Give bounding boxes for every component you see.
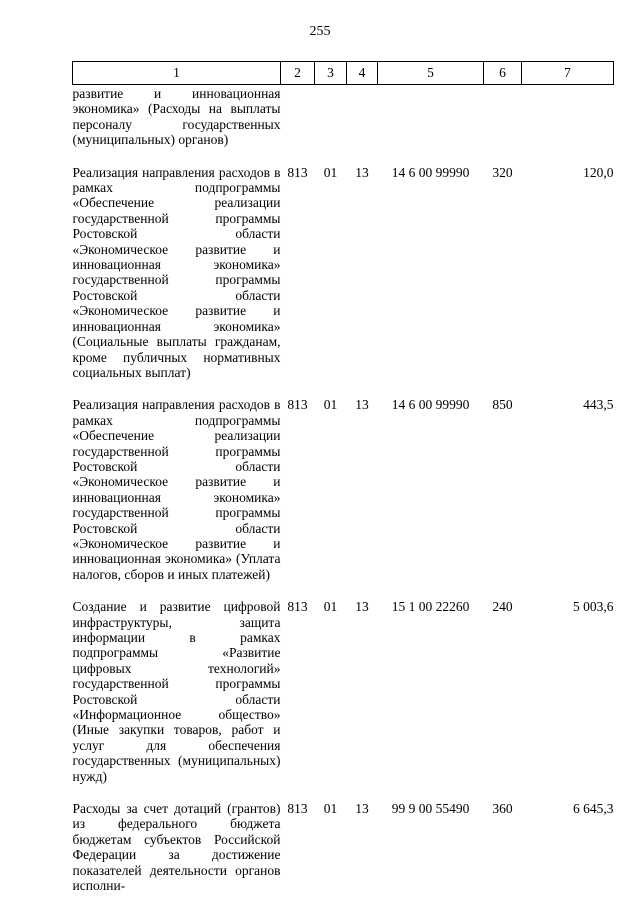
row-amount: 443,5 <box>583 397 614 413</box>
row-amount <box>522 85 614 165</box>
header-row <box>73 62 614 85</box>
row-subsection-code: 13 <box>355 397 369 413</box>
row-section-code <box>315 85 347 165</box>
row-target-article: 99 9 00 55490 <box>391 801 470 817</box>
table-row <box>73 397 614 599</box>
header-col-1: 1 <box>73 62 281 85</box>
header-col-3: 3 <box>315 62 347 85</box>
row-expense-type: 320 <box>492 164 513 180</box>
table-row <box>73 85 614 165</box>
table-row <box>73 599 614 801</box>
row-description: Реализация направления расходов в рамках подпрограммы «Обеспечение реализации государственной программы Ростовской области «Экономическое развитие и инновационная экономика» государственной программы Ростовской области «Экономическое развитие и инновационная экономика» (Социальные выплаты гражданам, кроме публичных нормативных социальных выплат) <box>72 164 281 380</box>
table-row <box>73 801 614 910</box>
row-description: развитие и инновационная экономика» (Расходы на выплаты персоналу государственных (муниципальных) органов) <box>72 86 281 148</box>
row-ministry-code <box>281 85 315 165</box>
row-target-article: 14 6 00 99990 <box>391 397 470 413</box>
row-expense-type <box>484 85 522 165</box>
row-description: Расходы за счет дотаций (грантов) из федерального бюджета бюджетам субъектов Российской Федерации за достижение показателей деятельности органов исполни- <box>72 801 281 894</box>
page-number: 255 <box>309 24 331 39</box>
row-ministry-code: 813 <box>287 164 308 180</box>
row-amount: 5 003,6 <box>573 599 614 615</box>
header-col-2: 2 <box>281 62 315 85</box>
row-target-article <box>378 85 484 165</box>
header-col-4: 4 <box>347 62 378 85</box>
budget-table <box>72 61 614 911</box>
row-amount: 6 645,3 <box>573 801 614 817</box>
row-ministry-code: 813 <box>287 397 308 413</box>
row-subsection-code: 13 <box>355 801 369 817</box>
row-subsection-code: 13 <box>355 599 369 615</box>
row-expense-type: 240 <box>492 599 513 615</box>
header-col-6: 6 <box>484 62 522 85</box>
table-row <box>73 165 614 398</box>
row-target-article: 15 1 00 22260 <box>391 599 470 615</box>
header-col-7: 7 <box>522 62 614 85</box>
row-expense-type: 360 <box>492 801 513 817</box>
header-col-5: 5 <box>378 62 484 85</box>
row-description: Создание и развитие цифровой инфраструктуры, защита информации в рамках подпрограммы «Развитие цифровых технологий» государственной программы Ростовской области «Информационное общество» (Иные закупки товаров, работ и услуг для обеспечения государственных (муниципальных) нужд) <box>72 599 281 784</box>
row-section-code: 01 <box>323 801 338 817</box>
row-amount: 120,0 <box>583 164 614 180</box>
row-section-code: 01 <box>323 164 338 180</box>
row-section-code: 01 <box>323 397 338 413</box>
row-subsection-code <box>347 85 378 165</box>
row-ministry-code: 813 <box>287 599 308 615</box>
row-ministry-code: 813 <box>287 801 308 817</box>
row-section-code: 01 <box>323 599 338 615</box>
row-description: Реализация направления расходов в рамках подпрограммы «Обеспечение реализации государственной программы Ростовской области «Экономическое развитие и инновационная экономика» государственной программы Ростовской области «Экономическое развитие и инновационная экономика» (Уплата налогов, сборов и иных платежей) <box>72 397 281 582</box>
row-subsection-code: 13 <box>355 164 369 180</box>
row-target-article: 14 6 00 99990 <box>391 164 470 180</box>
row-expense-type: 850 <box>492 397 513 413</box>
